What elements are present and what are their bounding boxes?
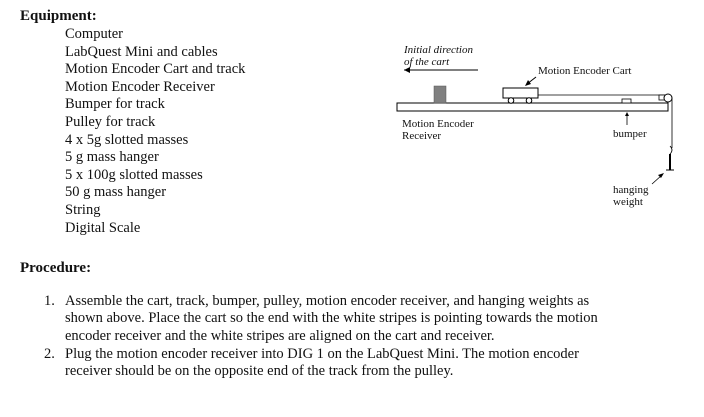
bumper-pointer [625, 112, 629, 125]
cart-pointer [525, 77, 536, 86]
step-number: 2. [44, 346, 55, 362]
direction-label-line2: of the cart [404, 56, 450, 68]
receiver-label-line1: Motion Encoder [402, 118, 474, 130]
hanging-label-line1: hanging [613, 184, 649, 196]
bumper [622, 99, 631, 103]
equipment-item: Pulley for track [65, 113, 156, 130]
step-line: encoder receiver and the white stripes are aligned on the cart and receiver. [65, 327, 495, 344]
step-line: Assemble the cart, track, bumper, pulley, motion encoder receiver, and hanging weights as [65, 293, 590, 309]
step-line: receiver should be on the opposite end of the track from the pulley. [65, 363, 454, 380]
step-text [65, 293, 685, 345]
equipment-item: 5 g mass hanger [65, 149, 159, 166]
equipment-item: 5 x 100g slotted masses [65, 166, 203, 183]
step-line: Plug the motion encoder receiver into DIG 1 on the LabQuest Mini. The motion encoder [65, 346, 579, 362]
equipment-item: Bumper for track [65, 96, 165, 113]
equipment-item: LabQuest Mini and cables [65, 43, 218, 60]
motion-encoder-cart [503, 88, 538, 103]
pulley [659, 94, 672, 148]
hanging-weight [666, 146, 674, 170]
equipment-item: Motion Encoder Receiver [65, 78, 215, 95]
equipment-item: Digital Scale [65, 219, 141, 236]
procedure-heading: Procedure: [20, 260, 92, 276]
receiver-label-line2: Receiver [402, 130, 442, 142]
equipment-item: 4 x 5g slotted masses [65, 131, 189, 148]
hanging-weight-pointer [652, 173, 664, 184]
equipment-item: Motion Encoder Cart and track [65, 61, 246, 78]
equipment-item: String [65, 201, 101, 218]
cart-label: Motion Encoder Cart [538, 65, 632, 77]
equipment-item: 50 g mass hanger [65, 184, 167, 201]
step-text [65, 346, 685, 381]
equipment-item: Computer [65, 26, 123, 42]
motion-encoder-receiver [434, 86, 446, 103]
bumper-label: bumper [613, 128, 647, 140]
step-line: shown above. Place the cart so the end with the white stripes is pointing towards the motion [65, 310, 598, 327]
hanging-label-line2: weight [613, 196, 643, 208]
step-number: 1. [44, 293, 55, 309]
track [397, 103, 668, 111]
equipment-heading: Equipment: [20, 8, 97, 24]
direction-label-line1: Initial direction [404, 44, 473, 56]
